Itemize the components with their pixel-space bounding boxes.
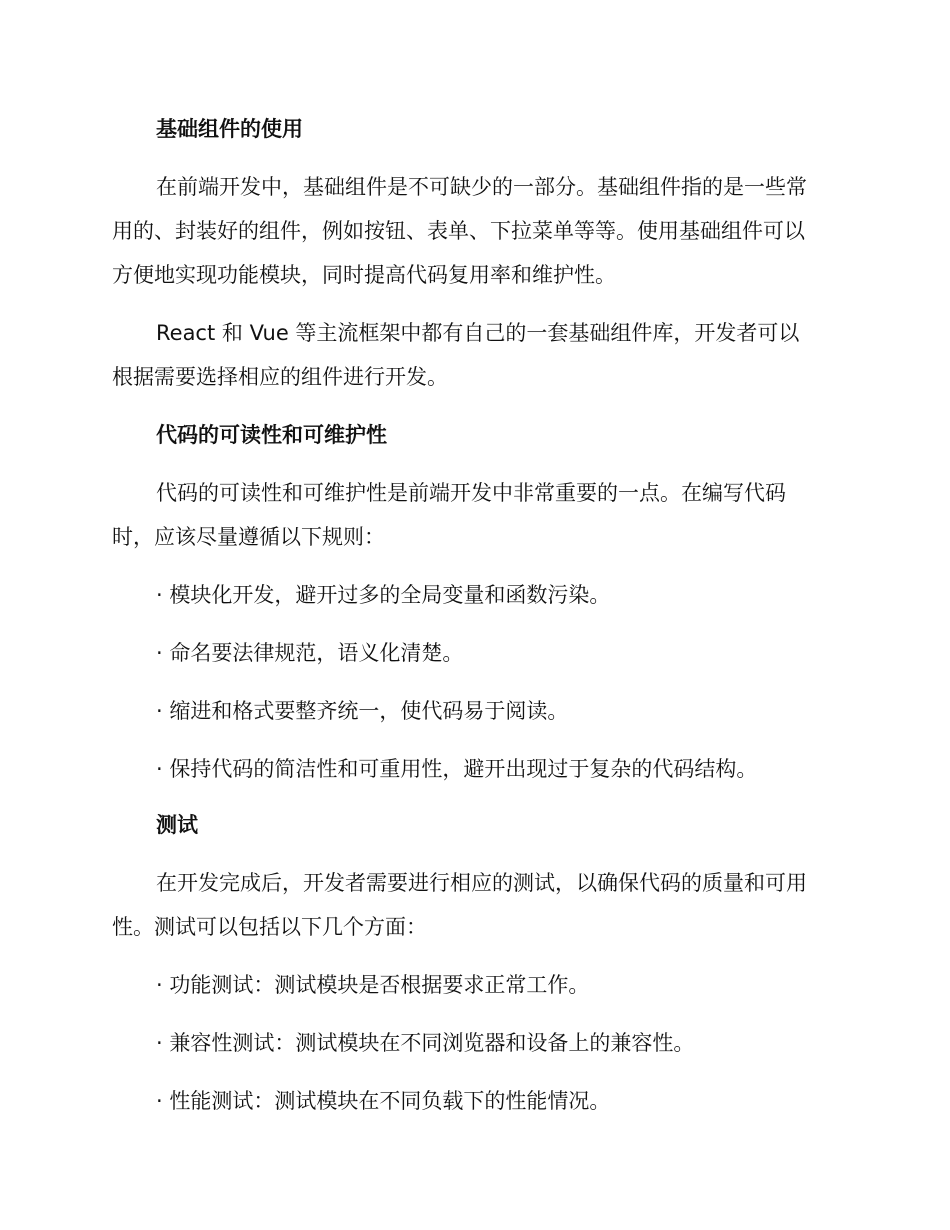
bullet-item: · 模块化开发，避开过多的全局变量和函数污染。 <box>156 583 611 607</box>
bullet-item: · 缩进和格式要整齐统一，使代码易于阅读。 <box>156 699 569 723</box>
paragraph-line: 在开发完成后，开发者需要进行相应的测试，以确保代码的质量和可用 <box>156 871 807 895</box>
bullet-item: · 保持代码的简洁性和可重用性，避开出现过于复杂的代码结构。 <box>156 757 758 781</box>
bullet-item: · 性能测试：测试模块在不同负载下的性能情况。 <box>156 1089 611 1113</box>
paragraph-line: 代码的可读性和可维护性是前端开发中非常重要的一点。在编写代码 <box>156 481 786 505</box>
section-heading: 测试 <box>156 813 198 837</box>
paragraph-line: 在前端开发中，基础组件是不可缺少的一部分。基础组件指的是一些常 <box>156 175 807 199</box>
bullet-item: · 命名要法律规范，语义化清楚。 <box>156 641 464 665</box>
section-heading: 基础组件的使用 <box>156 117 303 141</box>
paragraph-line: 方便地实现功能模块，同时提高代码复用率和维护性。 <box>112 263 616 287</box>
bullet-item: · 兼容性测试：测试模块在不同浏览器和设备上的兼容性。 <box>156 1031 695 1055</box>
section-heading: 代码的可读性和可维护性 <box>156 423 387 447</box>
paragraph-line: 用的、封装好的组件，例如按钮、表单、下拉菜单等等。使用基础组件可以 <box>112 219 805 243</box>
bullet-item: · 功能测试：测试模块是否根据要求正常工作。 <box>156 973 590 997</box>
paragraph-line: 性。测试可以包括以下几个方面： <box>112 915 427 939</box>
paragraph-line: 根据需要选择相应的组件进行开发。 <box>112 365 448 389</box>
paragraph-line: 时，应该尽量遵循以下规则： <box>112 525 385 549</box>
paragraph-line: React 和 Vue 等主流框架中都有自己的一套基础组件库，开发者可以 <box>156 321 800 345</box>
